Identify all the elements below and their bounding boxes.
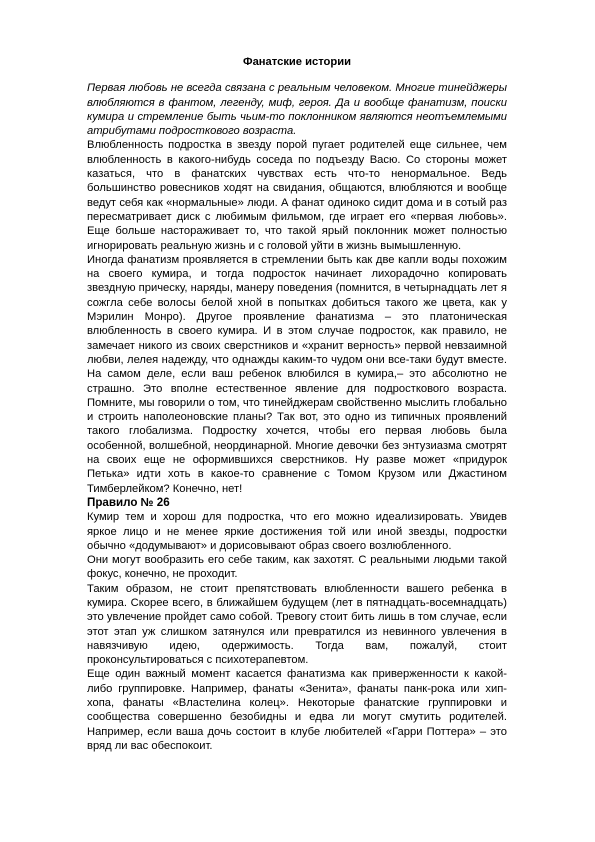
body-paragraph: Еще один важный момент касается фанатизма как приверженности к какой-либо группировке. Например, фанаты «Зенита», фанаты панк-рока или хип-хопа, фанаты «Властелина колец». Некоторые фанатские группировки и сообщества совершенно безобидны и едва ли могут смутить родителей. Например, если ваша дочь состоит в клубе любителей «Гарри Поттера» – это вряд ли вас обеспокоит. xyxy=(87,668,507,752)
document-page xyxy=(87,55,507,753)
document-body xyxy=(87,81,507,753)
document-title: Фанатские истории xyxy=(243,56,351,68)
body-paragraph: Влюбленность подростка в звезду порой пугает родителей еще сильнее, чем влюбленность в какого-нибудь соседа по подъезду Васю. Со стороны может казаться, что в фанатских чувствах есть что-то ненормальное. Ведь большинство ровесников ходят на свидания, общаются, влюбляются и вообще ведут себя как «нормальные» люди. А фанат одиноко сидит дома и в сотый раз пересматривает диск с любимым фильмом, где играет его «первая любовь». Еще больше настораживает то, что такой ярый поклонник может полностью игнорировать реальную жизнь и с головой уйти в жизнь вымышленную. xyxy=(87,139,507,252)
body-paragraph: Кумир тем и хорош для подростка, что его можно идеализировать. Увидев яркое лицо и не менее яркие достижения той или иной звезды, подростки обычно «додумывают» и дорисовывают образ своего возлюбленного. xyxy=(87,511,507,552)
body-paragraph: Они могут вообразить его себе таким, как захотят. С реальными людьми такой фокус, конечно, не проходит. xyxy=(87,554,507,581)
body-paragraph: Иногда фанатизм проявляется в стремлении быть как две капли воды похожим на своего кумира, и тогда подросток начинает лихорадочно копировать звездную прическу, наряды, манеру поведения (помнится, в четырнадцать лет я сожгла себе волосы белой хной в попытках добиться такого же цвета, как у Мэрилин Монро). Другое проявление фанатизма – это платоническая влюбленность в своего кумира. И в этом случае подросток, как правило, не замечает никого из своих сверстников и «хранит верность» первой невзаимной любви, лелея надежду, что однажды каким-то чудом они все-таки будут вместе. На самом деле, если ваш ребенок влюбился в кумира,– это абсолютно не страшно. Это вполне естественное явление для подросткового возраста. Помните, мы говорили о том, что тинейджерам свойственно мыслить глобально и строить наполеоновские планы? Так вот, это одно из типичных проявлений такого глобализма. Подростку хочется, чтобы его первая любовь была особенной, волшебной, неординарной. Многие девочки без энтузиазма смотрят на своих еще не оформившихся сверстников. Ну разве может «придурок Петька» идти хоть в какое-то сравнение с Томом Крузом или Джастином Тимберлейком? Конечно, нет! xyxy=(87,253,507,495)
body-paragraph: Таким образом, не стоит препятствовать влюбленности вашего ребенка в кумира. Скорее всего, в ближайшем будущем (лет в пятнадцать-восемнадцать) это увлечение пройдет само собой. Тревогу стоит бить лишь в том случае, если этот этап уж слишком затянулся или превратился из невинного увлечения в навязчивую идею, одержимость. Тогда вам, пожалуй, стоит проконсультироваться с психотерапевтом. xyxy=(87,582,507,667)
intro-paragraph: Первая любовь не всегда связана с реальным человеком. Многие тинейджеры влюбляются в фантом, легенду, миф, героя. Да и вообще фанатизм, поиски кумира и стремление быть чьим-то поклонником являются неотъемлемыми атрибутами подросткового возраста. xyxy=(87,82,507,138)
rule-heading: Правило № 26 xyxy=(87,495,170,509)
